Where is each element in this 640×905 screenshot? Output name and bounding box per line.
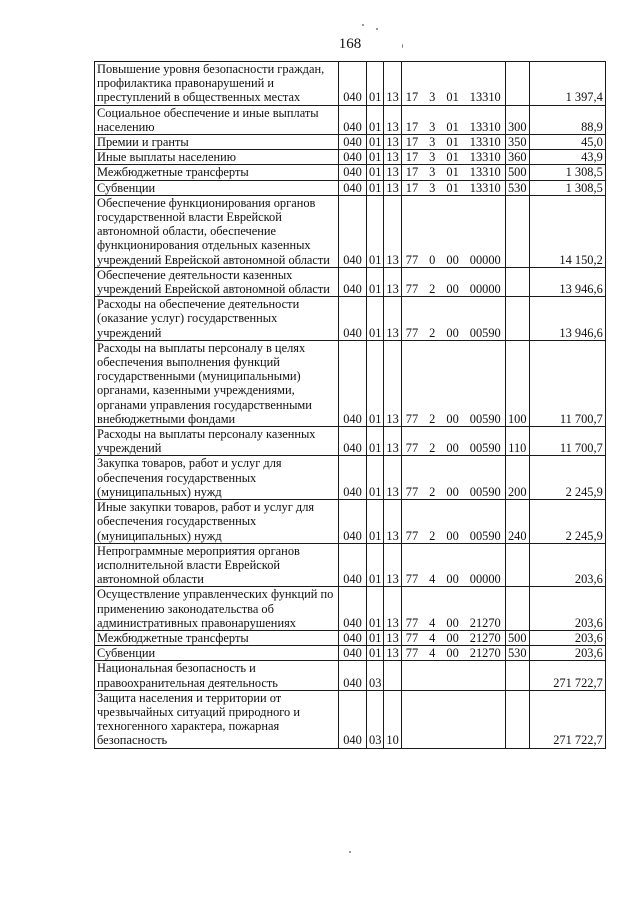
- scan-speck: [402, 44, 403, 48]
- program-code: 17: [405, 150, 419, 165]
- expense-type-code: 350: [505, 135, 529, 150]
- table-row: [95, 165, 606, 180]
- section-code: 01: [367, 587, 384, 631]
- expense-type-code: [505, 267, 529, 296]
- table-row: [95, 340, 606, 426]
- ministry-code: 040: [339, 105, 367, 134]
- event-code: 00: [446, 646, 459, 661]
- program-code: 77: [405, 484, 419, 499]
- item-name: Иные выплаты населению: [95, 150, 339, 165]
- section-code: 01: [367, 180, 384, 195]
- event-code: 00: [446, 630, 459, 645]
- subprogram-code: 2: [429, 441, 436, 456]
- subprogram-code: 4: [429, 615, 436, 630]
- scan-speck: [362, 24, 364, 26]
- item-name: Расходы на обеспечение деятельности (оказание услуг) государственных учреждений: [95, 297, 339, 341]
- subsection-code: 13: [384, 646, 401, 661]
- section-code: 01: [367, 543, 384, 587]
- expense-type-code: [505, 195, 529, 267]
- scan-speck: [376, 28, 378, 30]
- budget-table-body: [95, 62, 606, 749]
- subsection-code: 13: [384, 105, 401, 134]
- subsection-code: 13: [384, 150, 401, 165]
- target-article-code: [401, 587, 505, 631]
- expense-direction-code: 00590: [469, 411, 501, 426]
- subsection-code: 13: [384, 500, 401, 544]
- item-name: Расходы на выплаты персоналу в целях обеспечения выполнения функций государственными (муниципальными) органами, казенными учреждениями, органами управления государственными внебюджетными фондами: [95, 340, 339, 426]
- amount: 14 150,2: [529, 195, 605, 267]
- item-name: Защита населения и территории от чрезвычайных ситуаций природного и техногенного характера, пожарная безопасность: [95, 690, 339, 748]
- section-code: 01: [367, 62, 384, 106]
- program-code: 17: [405, 165, 419, 180]
- expense-direction-code: 00590: [469, 528, 501, 543]
- subprogram-code: 3: [429, 180, 436, 195]
- section-code: 01: [367, 105, 384, 134]
- ministry-code: 040: [339, 135, 367, 150]
- event-code: 01: [446, 165, 459, 180]
- ministry-code: 040: [339, 340, 367, 426]
- event-code: 01: [446, 180, 459, 195]
- page-number: 168: [338, 36, 362, 52]
- program-code: 17: [405, 90, 419, 105]
- expense-type-code: 530: [505, 646, 529, 661]
- target-article-code: [401, 135, 505, 150]
- expense-direction-code: 00590: [469, 441, 501, 456]
- event-code: 00: [446, 528, 459, 543]
- ministry-code: 040: [339, 180, 367, 195]
- item-name: Непрограммные мероприятия органов исполнительной власти Еврейской автономной области: [95, 543, 339, 587]
- expense-type-code: [505, 661, 529, 690]
- item-name: Расходы на выплаты персоналу казенных учреждений: [95, 427, 339, 456]
- expense-direction-code: 00000: [469, 572, 501, 587]
- subsection-code: 13: [384, 180, 401, 195]
- subprogram-code: 3: [429, 90, 436, 105]
- table-row: [95, 195, 606, 267]
- subprogram-code: 2: [429, 528, 436, 543]
- program-code: 77: [405, 646, 419, 661]
- subprogram-code: 3: [429, 150, 436, 165]
- subsection-code: 13: [384, 195, 401, 267]
- section-code: 01: [367, 135, 384, 150]
- subsection-code: 10: [384, 690, 401, 748]
- expense-type-code: [505, 297, 529, 341]
- target-article-code: [401, 105, 505, 134]
- table-row: [95, 456, 606, 500]
- item-name: Повышение уровня безопасности граждан, профилактика правонарушений и преступлений в общественных местах: [95, 62, 339, 106]
- event-code: 00: [446, 282, 459, 297]
- subprogram-code: 3: [429, 135, 436, 150]
- expense-direction-code: 00590: [469, 325, 501, 340]
- subsection-code: 13: [384, 165, 401, 180]
- section-code: 01: [367, 297, 384, 341]
- subprogram-code: 4: [429, 646, 436, 661]
- expense-type-code: 530: [505, 180, 529, 195]
- subprogram-code: 2: [429, 282, 436, 297]
- subsection-code: 13: [384, 340, 401, 426]
- event-code: 01: [446, 90, 459, 105]
- subprogram-code: 3: [429, 165, 436, 180]
- event-code: 00: [446, 441, 459, 456]
- program-code: 17: [405, 180, 419, 195]
- target-article-code: [401, 340, 505, 426]
- program-code: 77: [405, 630, 419, 645]
- amount: 2 245,9: [529, 500, 605, 544]
- section-code: 01: [367, 646, 384, 661]
- expense-direction-code: 21270: [469, 630, 501, 645]
- target-article-code: [401, 500, 505, 544]
- amount: 13 946,6: [529, 267, 605, 296]
- expense-direction-code: 13310: [469, 180, 501, 195]
- ministry-code: 040: [339, 500, 367, 544]
- target-article-code: [401, 690, 505, 748]
- item-name: Межбюджетные трансферты: [95, 630, 339, 645]
- target-article-code: [401, 427, 505, 456]
- program-code: 17: [405, 135, 419, 150]
- section-code: 01: [367, 195, 384, 267]
- item-name: Национальная безопасность и правоохранительная деятельность: [95, 661, 339, 690]
- ministry-code: 040: [339, 267, 367, 296]
- amount: 271 722,7: [529, 690, 605, 748]
- subprogram-code: 4: [429, 572, 436, 587]
- expense-direction-code: 00590: [469, 484, 501, 499]
- event-code: 00: [446, 484, 459, 499]
- expense-type-code: [505, 587, 529, 631]
- expense-direction-code: 00000: [469, 282, 501, 297]
- table-row: [95, 630, 606, 645]
- item-name: Социальное обеспечение и иные выплаты населению: [95, 105, 339, 134]
- expense-direction-code: 13310: [469, 165, 501, 180]
- expense-direction-code: 13310: [469, 119, 501, 134]
- table-row: [95, 646, 606, 661]
- subprogram-code: 2: [429, 411, 436, 426]
- event-code: 00: [446, 615, 459, 630]
- expense-type-code: 240: [505, 500, 529, 544]
- item-name: Иные закупки товаров, работ и услуг для обеспечения государственных (муниципальных) нужд: [95, 500, 339, 544]
- amount: 11 700,7: [529, 427, 605, 456]
- table-row: [95, 690, 606, 748]
- ministry-code: 040: [339, 195, 367, 267]
- amount: 203,6: [529, 646, 605, 661]
- ministry-code: 040: [339, 630, 367, 645]
- expense-direction-code: 13310: [469, 135, 501, 150]
- event-code: 00: [446, 572, 459, 587]
- section-code: 01: [367, 267, 384, 296]
- ministry-code: 040: [339, 62, 367, 106]
- expense-type-code: [505, 690, 529, 748]
- table-row: [95, 661, 606, 690]
- section-code: 01: [367, 165, 384, 180]
- program-code: 77: [405, 615, 419, 630]
- ministry-code: 040: [339, 661, 367, 690]
- amount: 88,9: [529, 105, 605, 134]
- target-article-code: [401, 646, 505, 661]
- target-article-code: [401, 297, 505, 341]
- program-code: 77: [405, 282, 419, 297]
- subsection-code: 13: [384, 62, 401, 106]
- program-code: 17: [405, 119, 419, 134]
- ministry-code: 040: [339, 427, 367, 456]
- amount: 45,0: [529, 135, 605, 150]
- expense-direction-code: 00000: [469, 252, 501, 267]
- ministry-code: 040: [339, 646, 367, 661]
- table-row: [95, 180, 606, 195]
- event-code: 01: [446, 119, 459, 134]
- target-article-code: [401, 543, 505, 587]
- event-code: 00: [446, 411, 459, 426]
- ministry-code: 040: [339, 690, 367, 748]
- section-code: 01: [367, 150, 384, 165]
- subsection-code: 13: [384, 297, 401, 341]
- table-row: [95, 62, 606, 106]
- program-code: 77: [405, 528, 419, 543]
- item-name: Осуществление управленческих функций по применению законодательства об административных правонарушениях: [95, 587, 339, 631]
- target-article-code: [401, 180, 505, 195]
- budget-table: [94, 61, 606, 749]
- program-code: 77: [405, 325, 419, 340]
- event-code: 01: [446, 150, 459, 165]
- subsection-code: 13: [384, 587, 401, 631]
- amount: 13 946,6: [529, 297, 605, 341]
- expense-type-code: [505, 543, 529, 587]
- amount: 203,6: [529, 543, 605, 587]
- amount: 43,9: [529, 150, 605, 165]
- subsection-code: [384, 661, 401, 690]
- expense-type-code: 300: [505, 105, 529, 134]
- item-name: Межбюджетные трансферты: [95, 165, 339, 180]
- section-code: 01: [367, 340, 384, 426]
- expense-direction-code: 13310: [469, 150, 501, 165]
- subsection-code: 13: [384, 135, 401, 150]
- target-article-code: [401, 195, 505, 267]
- amount: 11 700,7: [529, 340, 605, 426]
- amount: 1 308,5: [529, 180, 605, 195]
- section-code: 01: [367, 630, 384, 645]
- subprogram-code: 3: [429, 119, 436, 134]
- ministry-code: 040: [339, 297, 367, 341]
- ministry-code: 040: [339, 150, 367, 165]
- table-row: [95, 500, 606, 544]
- item-name: Обеспечение функционирования органов государственной власти Еврейской автономной области, обеспечение функционирования отдельных казенных учреждений Еврейской автономной области: [95, 195, 339, 267]
- target-article-code: [401, 150, 505, 165]
- expense-type-code: 110: [505, 427, 529, 456]
- expense-direction-code: 13310: [469, 90, 501, 105]
- amount: 203,6: [529, 587, 605, 631]
- expense-direction-code: 21270: [469, 615, 501, 630]
- item-name: Обеспечение деятельности казенных учреждений Еврейской автономной области: [95, 267, 339, 296]
- table-row: [95, 297, 606, 341]
- expense-type-code: 100: [505, 340, 529, 426]
- section-code: 01: [367, 500, 384, 544]
- subsection-code: 13: [384, 427, 401, 456]
- scan-speck: [349, 851, 351, 853]
- amount: 203,6: [529, 630, 605, 645]
- program-code: 77: [405, 252, 419, 267]
- target-article-code: [401, 62, 505, 106]
- subsection-code: 13: [384, 267, 401, 296]
- table-row: [95, 267, 606, 296]
- target-article-code: [401, 165, 505, 180]
- event-code: 00: [446, 252, 459, 267]
- subprogram-code: 2: [429, 484, 436, 499]
- target-article-code: [401, 267, 505, 296]
- amount: 271 722,7: [529, 661, 605, 690]
- expense-type-code: 200: [505, 456, 529, 500]
- section-code: 01: [367, 456, 384, 500]
- subsection-code: 13: [384, 543, 401, 587]
- target-article-code: [401, 630, 505, 645]
- subprogram-code: 0: [429, 252, 436, 267]
- expense-type-code: 360: [505, 150, 529, 165]
- ministry-code: 040: [339, 587, 367, 631]
- item-name: Субвенции: [95, 646, 339, 661]
- target-article-code: [401, 661, 505, 690]
- expense-type-code: [505, 62, 529, 106]
- ministry-code: 040: [339, 456, 367, 500]
- expense-direction-code: 21270: [469, 646, 501, 661]
- amount: 1 308,5: [529, 165, 605, 180]
- table-row: [95, 135, 606, 150]
- section-code: 03: [367, 690, 384, 748]
- table-row: [95, 543, 606, 587]
- event-code: 00: [446, 325, 459, 340]
- target-article-code: [401, 456, 505, 500]
- subsection-code: 13: [384, 630, 401, 645]
- item-name: Закупка товаров, работ и услуг для обеспечения государственных (муниципальных) нужд: [95, 456, 339, 500]
- subsection-code: 13: [384, 456, 401, 500]
- section-code: 01: [367, 427, 384, 456]
- table-row: [95, 427, 606, 456]
- item-name: Субвенции: [95, 180, 339, 195]
- program-code: 77: [405, 411, 419, 426]
- program-code: 77: [405, 572, 419, 587]
- ministry-code: 040: [339, 543, 367, 587]
- expense-type-code: 500: [505, 630, 529, 645]
- ministry-code: 040: [339, 165, 367, 180]
- table-row: [95, 587, 606, 631]
- subprogram-code: 4: [429, 630, 436, 645]
- table-row: [95, 105, 606, 134]
- amount: 2 245,9: [529, 456, 605, 500]
- subprogram-code: 2: [429, 325, 436, 340]
- event-code: 01: [446, 135, 459, 150]
- program-code: 77: [405, 441, 419, 456]
- expense-type-code: 500: [505, 165, 529, 180]
- section-code: 03: [367, 661, 384, 690]
- amount: 1 397,4: [529, 62, 605, 106]
- item-name: Премии и гранты: [95, 135, 339, 150]
- table-row: [95, 150, 606, 165]
